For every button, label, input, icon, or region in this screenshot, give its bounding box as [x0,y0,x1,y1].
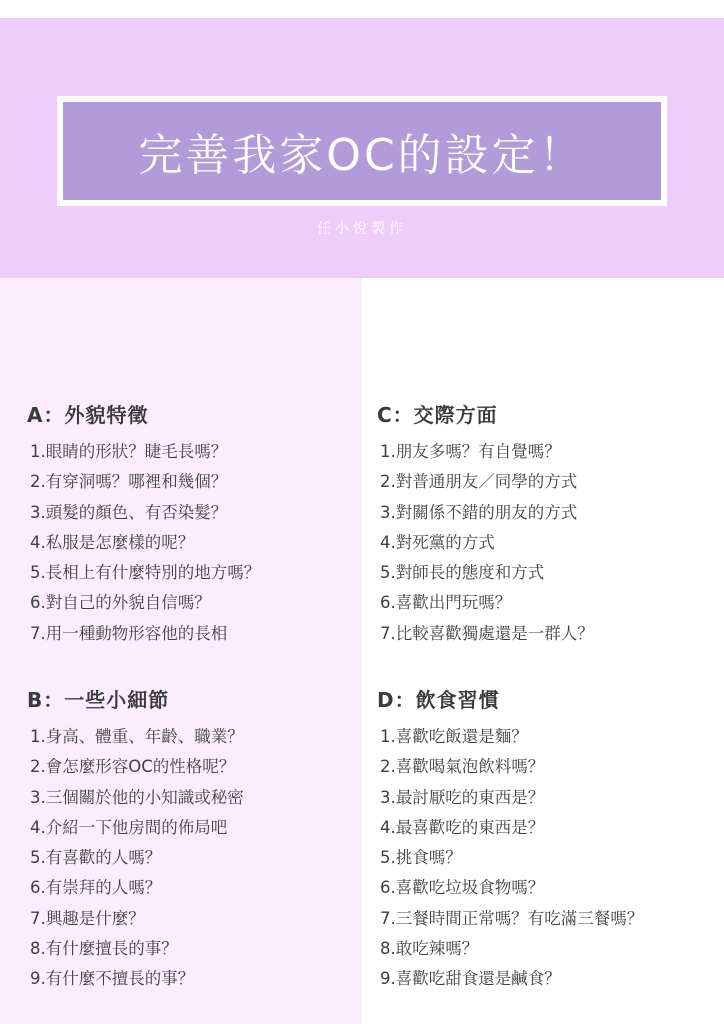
question-item: 9.有什麼不擅長的事？ [30,969,195,989]
question-item: 5.對師長的態度和方式 [380,563,545,583]
question-item: 3.頭髮的顏色、有否染髮？ [30,502,228,522]
question-item: 1.喜歡吃飯還是麵？ [380,727,528,746]
question-item: 3.三個關於他的小知識或秘密 [30,787,244,807]
question-item: 5.挑食嗎？ [380,848,462,868]
section-appearance [27,399,260,649]
question-item: 6.有崇拜的人嗎？ [30,878,162,898]
header-band [0,18,724,278]
question-item: 7.三餐時間正常嗎？有吃滿三餐嗎？ [380,908,644,928]
question-item: 2.有穿洞嗎？哪裡和幾個？ [30,472,228,492]
top-margin [0,0,724,18]
question-item: 4.對死黨的方式 [380,532,495,552]
question-item: 5.有喜歡的人嗎？ [30,848,162,868]
question-item: 2.會怎麼形容OC的性格呢？ [30,757,236,777]
question-item: 4.私服是怎麼樣的呢？ [30,532,195,552]
question-item: 6.喜歡出門玩嗎？ [380,593,512,613]
question-item: 2.對普通朋友／同學的方式 [380,472,578,492]
question-item: 8.敢吃辣嗎？ [380,939,479,959]
question-item: 2.喜歡喝氣泡飲料嗎？ [380,757,545,777]
question-list [377,437,594,649]
section-social [377,399,594,649]
question-item: 1.眼睛的形狀？睫毛長嗎？ [30,442,228,461]
question-item: 9.喜歡吃甜食還是鹹食？ [380,969,561,989]
title-box [63,102,661,200]
title-frame [57,96,667,206]
question-item: 7.興趣是什麼？ [30,908,145,928]
question-list [27,437,260,649]
question-list [27,722,244,995]
author-credit: 任小悅製作 [317,221,407,237]
page-title: 完善我家OC的設定！ [138,130,586,181]
section-details [27,684,244,995]
question-item: 3.對關係不錯的朋友的方式 [380,502,578,522]
question-item: 7.比較喜歡獨處還是一群人？ [380,623,594,643]
section-diet [377,684,643,995]
question-item: 1.身高、體重、年齡、職業？ [30,727,244,746]
question-item: 7.用一種動物形容他的長相 [30,623,228,643]
question-item: 5.長相上有什麼特別的地方嗎？ [30,563,261,583]
section-heading: B：一些小細節 [27,688,170,712]
question-item: 4.介紹一下他房間的佈局吧 [30,817,228,837]
question-item: 3.最討厭吃的東西是？ [380,787,545,807]
question-item: 6.對自己的外貌自信嗎？ [30,593,211,613]
question-list [377,722,643,995]
question-item: 1.朋友多嗎？有自覺嗎？ [380,442,561,461]
question-item: 4.最喜歡吃的東西是？ [380,817,545,837]
section-heading: D：飲食習慣 [377,688,500,712]
section-heading: A：外貌特徵 [27,403,149,427]
question-item: 6.喜歡吃垃圾食物嗎？ [380,878,545,898]
section-heading: C：交際方面 [377,403,498,427]
question-item: 8.有什麼擅長的事？ [30,939,178,959]
